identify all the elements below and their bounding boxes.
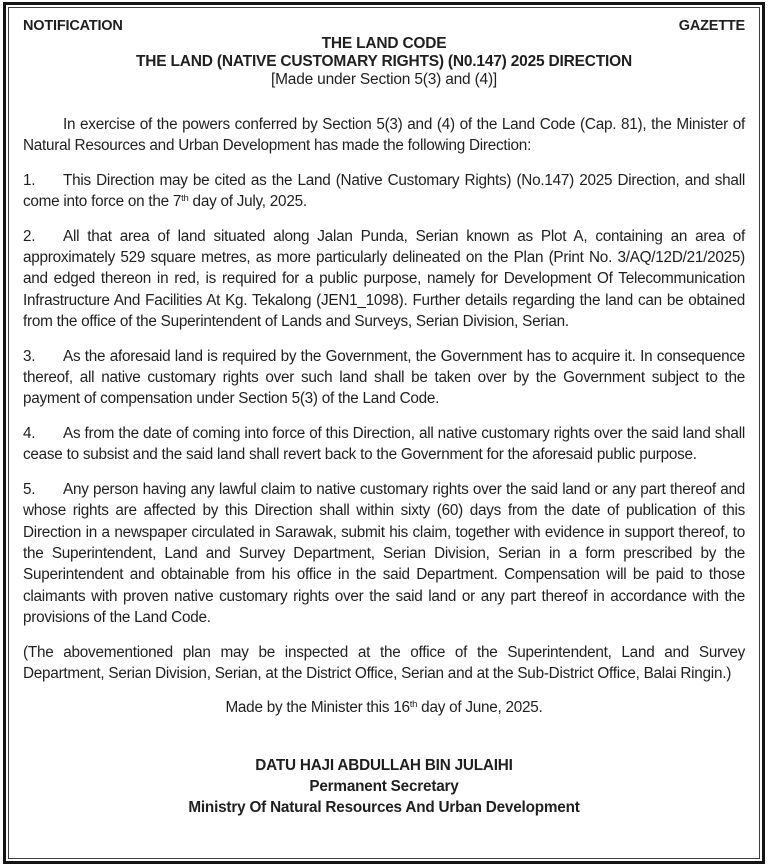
paragraph-number: 5. [23,480,36,498]
document-title: THE LAND CODE [321,35,447,52]
made-under-line: [Made under Section 5(3) and (4)] [270,71,498,88]
paragraph-number: 1. [23,171,36,189]
signatory-name: DATU HAJI ABDULLAH BIN JULAIHI [255,756,513,774]
ordinal-superscript: th [181,193,189,205]
document-subtitle: THE LAND (NATIVE CUSTOMARY RIGHTS) (N0.147) 2025 DIRECTION [136,53,632,70]
ordinal-superscript: th [409,699,418,711]
paragraph-1: 1. This Direction may be cited as the Land (Native Customary Rights) (No.147) 2025 Direction, and shall come into force on the 7th day of July, 2025. [23,171,745,211]
signatory-ministry: Ministry Of Natural Resources And Urban Development [188,798,580,816]
paragraph-4: 4. As from the date of coming into force of this Direction, all native customary rights over the said land shall cease to subsist and the said land shall revert back to the Government for the aforesaid public purpose. [23,424,745,464]
paragraph-3: 3. As the aforesaid land is required by the Government, the Government has to acquire it. In consequence thereof, all native customary rights over such land shall be taken over by the Government subject to the payment of compensation under Section 5(3) of the Land Code. [23,347,745,408]
paragraph-2: 2. All that area of land situated along Jalan Punda, Serian known as Plot A, containing an area of approximately 529 square metres, as more particularly delineated on the Plan (Print No. 3/AQ/12D/21/2025) and edged thereon in red, is required for a public purpose, namely for Development Of Telecommunication Infrastructure And Facilities At Kg. Tekalong (JEN1_1098). Further details regarding the land can be obtained from the office of the Superintendent of Lands and Surveys, Serian Division, Serian. [23,227,745,331]
masthead [23,17,745,35]
title-block [23,35,745,89]
paragraph-number: 4. [23,424,36,442]
paragraph-number: 2. [23,227,36,245]
made-by-line: Made by the Minister this 16th day of June, 2025. [225,699,543,717]
signatory-title: Permanent Secretary [309,777,459,795]
signature-block [23,755,745,818]
page-outer-border [3,2,765,864]
paragraph-5: 5. Any person having any lawful claim to native customary rights over the said land or any part thereof and whose rights are affected by this Direction shall within sixty (60) days from the date of publication of this Direction in a newspaper circulated in Sarawak, submit his claim, together with evidence in support thereof, to the Superintendent, Land and Survey Department, Serian Division, Serian in a form prescribed by the Superintendent and obtainable from his office in the said Department. Compensation will be paid to those claimants with proven native customary rights over the said land or any part thereof in accordance with the provisions of the Land Code. [23,480,745,627]
gazette-page [9,8,759,858]
document-body [23,114,745,719]
masthead-left-label: NOTIFICATION [23,18,123,34]
page-inner-border [8,7,760,859]
paragraph-number: 3. [23,347,36,365]
masthead-right-label: GAZETTE [678,18,745,34]
plan-inspection-note: (The abovementioned plan may be inspected at the office of the Superintendent, Land and Survey Department, Serian Division, Serian, at the District Office, Serian and at the Sub-District Office, Balai Ringin.) [23,643,745,682]
intro-paragraph: In exercise of the powers conferred by Section 5(3) and (4) of the Land Code (Cap. 81), the Minister of Natural Resources and Urban Development has made the following Direction: [23,116,745,155]
